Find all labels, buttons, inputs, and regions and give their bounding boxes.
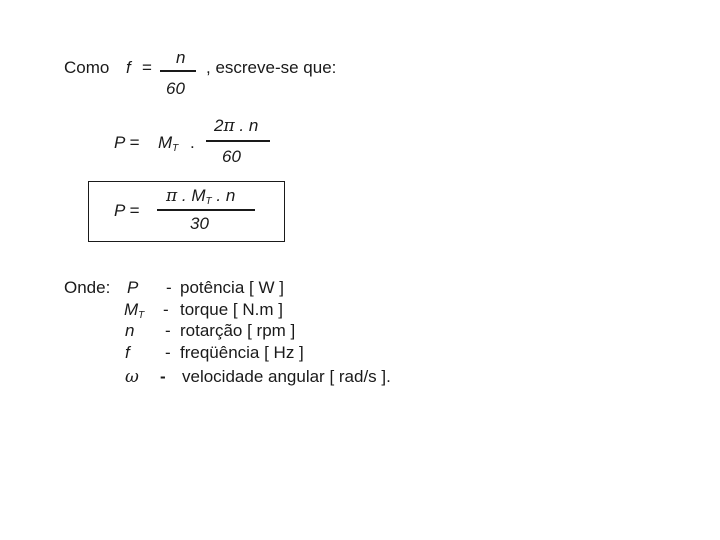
legend-dash: - [165,343,171,362]
eq2-fraction-bar [157,209,255,211]
eq2-num-suffix: . n [216,186,236,205]
intro-suffix: , escreve-se que: [206,58,337,77]
intro-prefix: Como [64,58,110,77]
eq1-coef-sub: T [172,143,179,154]
intro-lhs-f: f [126,58,131,77]
legend-symbol: f [125,343,130,362]
legend-symbol: M [124,300,139,319]
eq1-dot: . [190,133,195,152]
intro-fraction-bar [160,70,196,72]
legend-dash: - [163,300,169,319]
eq1-coef: M [158,133,173,152]
eq1-num-suffix: . n [239,116,259,135]
legend-symbol: n [125,321,135,340]
legend-description: potência [ W ] [180,278,284,297]
intro-numerator: n [176,48,186,67]
legend-dash: - [165,321,171,340]
legend-title: Onde: [64,278,111,297]
eq1-num-prefix: 2 [214,116,224,135]
legend-symbol-sub: T [138,310,145,321]
eq2-num-pi: π [166,186,178,206]
legend-description: velocidade angular [ rad/s ]. [182,367,391,386]
eq1-lhs: P = [114,133,140,152]
intro-equals: = [142,58,152,77]
eq2-num-sub: T [205,196,212,207]
legend-description: torque [ N.m ] [180,300,283,319]
legend-dash: - [166,278,172,297]
eq2-num-mid: . M [181,186,206,205]
legend-symbol: ω [125,367,139,387]
eq1-denominator: 60 [222,147,241,166]
legend-description: freqüência [ Hz ] [180,343,304,362]
eq2-denominator: 30 [190,214,209,233]
legend-description: rotarção [ rpm ] [180,321,296,340]
legend-symbol: P [127,278,139,297]
eq1-fraction-bar [206,140,270,142]
legend-dash: - [160,367,166,386]
eq2-lhs: P = [114,201,140,220]
intro-denominator: 60 [166,79,185,98]
eq1-num-pi: π [223,116,235,136]
